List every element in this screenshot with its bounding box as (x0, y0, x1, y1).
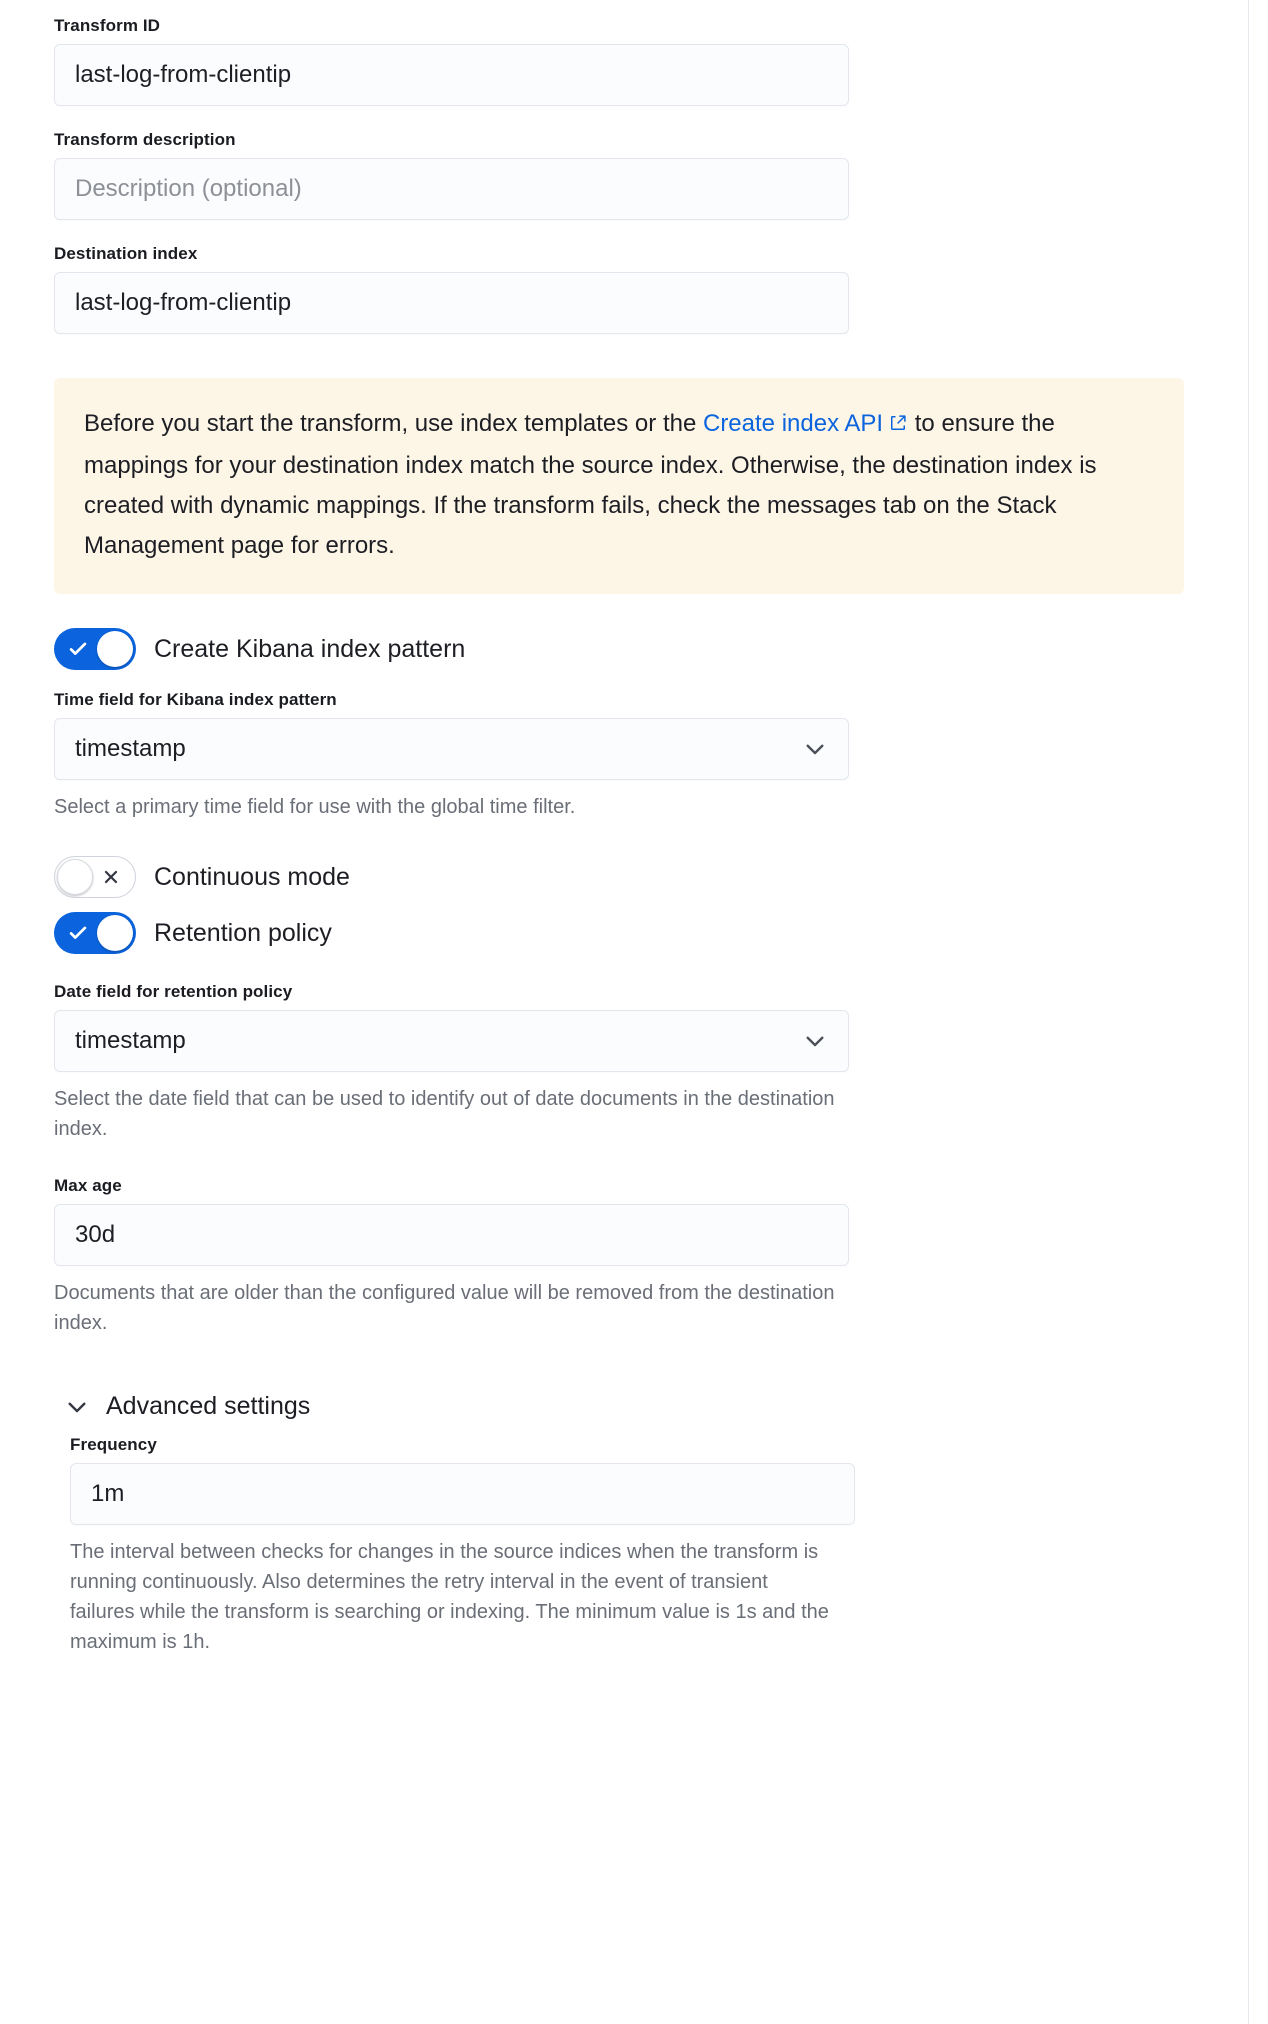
time-field-select[interactable] (54, 718, 849, 780)
check-icon (58, 912, 98, 954)
frequency-help: The interval between checks for changes in the source indices when the transform is running continuously. Also determines the retry interval in the event of transient failures while the transform is searching or indexing. The minimum value is 1s and the maximum is 1h. (70, 1541, 829, 1653)
callout-text-after-link: to ensure the mappings for your destination index match the source index. Otherwise, the destination index is created with dynamic mappings. If the transform fails, check the messages tab on the Stack Management page for errors. (84, 410, 1097, 559)
transform-details-form (54, 0, 1097, 1697)
retention-date-field-label: Date field for retention policy (54, 982, 293, 1001)
create-index-pattern-label: Create Kibana index pattern (154, 634, 466, 663)
chevron-down-icon (64, 1394, 90, 1420)
chevron-down-icon (802, 736, 828, 762)
transform-description-label: Transform description (54, 130, 236, 149)
toggle-knob (97, 631, 133, 667)
retention-policy-row[interactable] (54, 912, 854, 954)
advanced-settings-toggle[interactable] (64, 1392, 854, 1421)
callout-text-before-link: Before you start the transform, use index templates or the (84, 410, 703, 437)
destination-index-input[interactable]: last-log-from-clientip (54, 272, 849, 334)
toggle-knob (97, 915, 133, 951)
transform-id-label: Transform ID (54, 16, 161, 35)
create-index-api-link[interactable]: Create index API (702, 410, 884, 437)
max-age-help: Documents that are older than the configured value will be removed from the destination index. (54, 1282, 835, 1334)
max-age-label: Max age (54, 1176, 122, 1195)
external-link-icon (888, 406, 908, 446)
time-field-label: Time field for Kibana index pattern (54, 690, 337, 709)
page-right-gutter (1248, 0, 1268, 2024)
toggle-knob (57, 859, 93, 895)
cross-icon (91, 857, 131, 897)
create-index-pattern-row[interactable] (54, 628, 854, 670)
retention-policy-label: Retention policy (154, 918, 332, 947)
continuous-mode-row[interactable] (54, 856, 854, 898)
time-field-help: Select a primary time field for use with the global time filter. (54, 796, 576, 818)
transform-id-input[interactable]: last-log-from-clientip (54, 44, 849, 106)
transform-description-input[interactable]: Description (optional) (54, 158, 849, 220)
max-age-input[interactable]: 30d (54, 1204, 849, 1266)
frequency-input[interactable]: 1m (70, 1463, 855, 1525)
frequency-label: Frequency (70, 1435, 157, 1454)
continuous-mode-toggle[interactable] (54, 856, 136, 898)
advanced-settings-body (70, 1435, 854, 1657)
retention-date-field-value: timestamp (75, 1027, 186, 1054)
check-icon (58, 628, 98, 670)
advanced-settings-label: Advanced settings (106, 1392, 311, 1420)
retention-date-field-select[interactable] (54, 1010, 849, 1072)
destination-index-label: Destination index (54, 244, 198, 263)
continuous-mode-label: Continuous mode (154, 862, 350, 891)
destination-index-callout (54, 378, 1184, 594)
retention-date-field-help: Select the date field that can be used to identify out of date documents in the destination index. (54, 1088, 835, 1140)
time-field-value: timestamp (75, 735, 186, 762)
retention-policy-toggle[interactable] (54, 912, 136, 954)
create-index-pattern-toggle[interactable] (54, 628, 136, 670)
chevron-down-icon (802, 1028, 828, 1054)
